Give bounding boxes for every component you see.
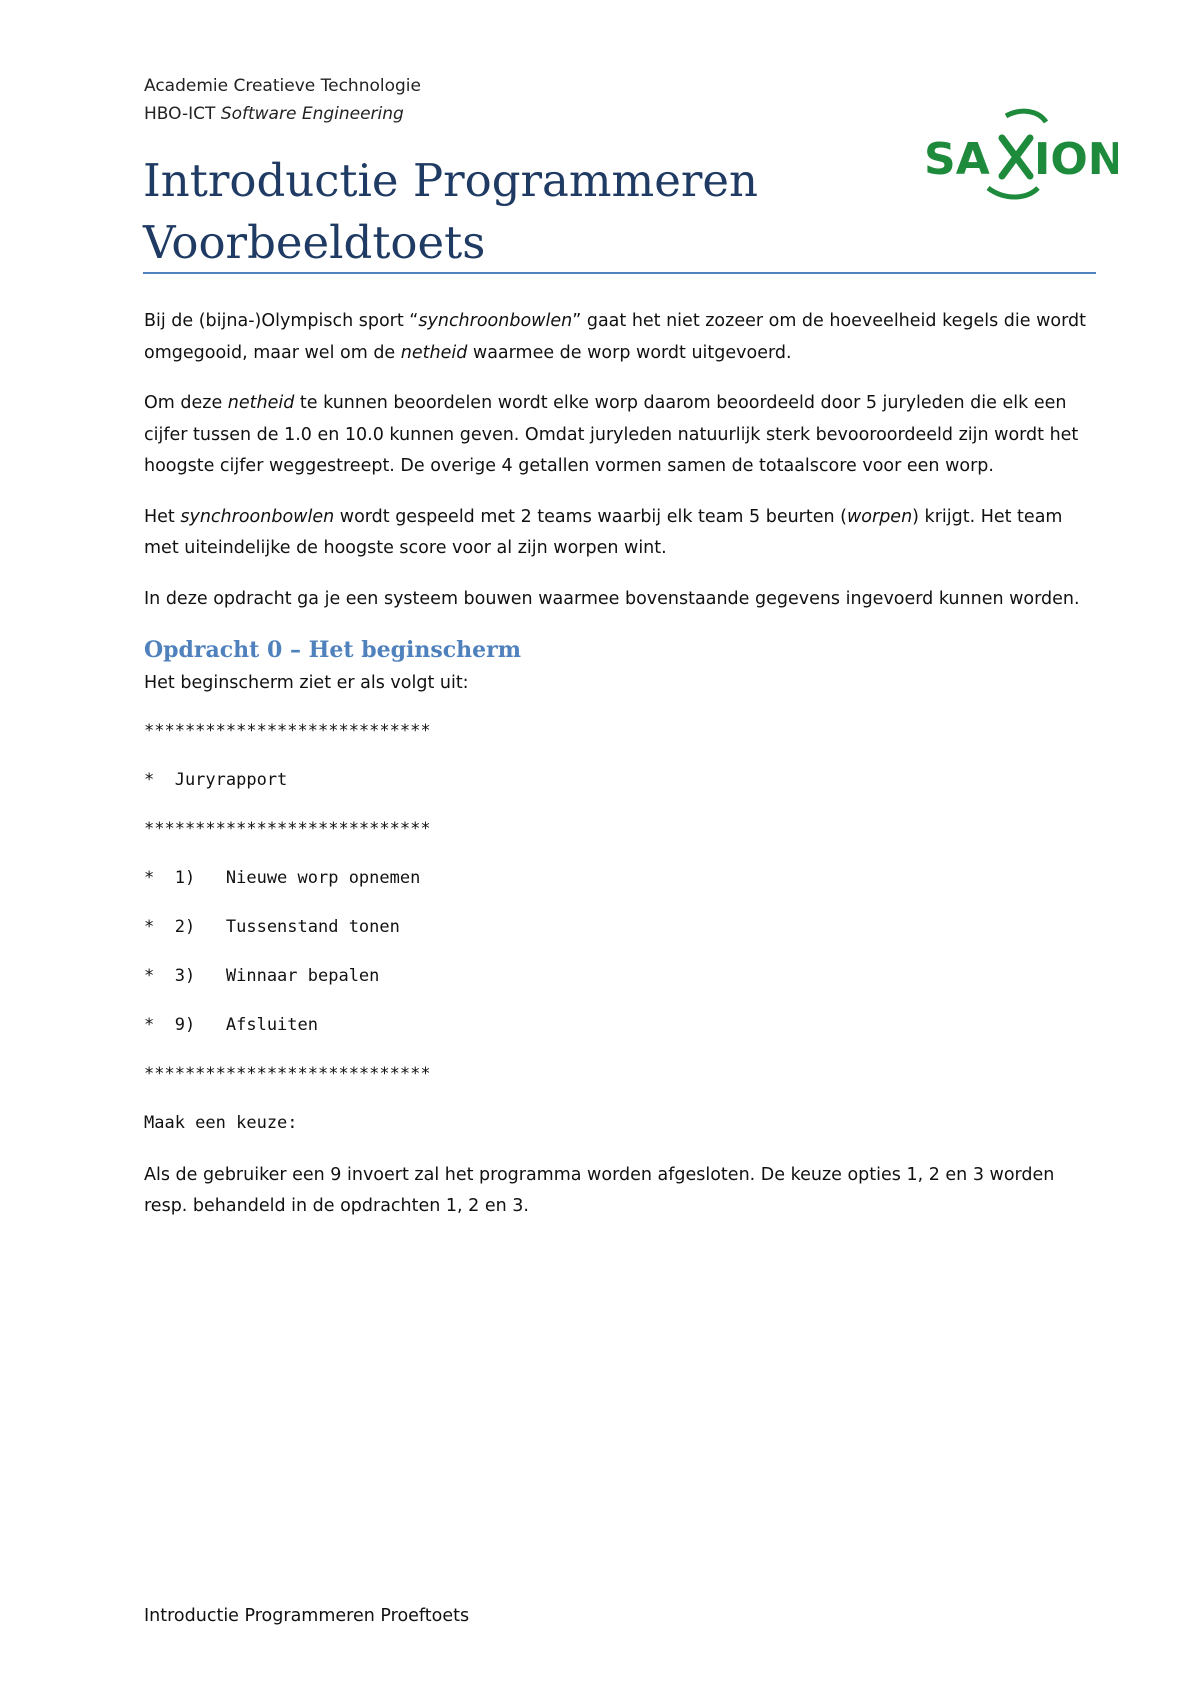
menu-prompt: Maak een keuze: (144, 1112, 298, 1133)
menu-title: * Juryrapport (144, 769, 288, 790)
page-title (143, 150, 758, 274)
section-heading: Opdracht 0 – Het beginscherm (144, 637, 521, 663)
saxion-logo (918, 104, 1118, 204)
paragraph-3: Het synchroonbowlen wordt gespeeld met 2 teams waarbij elk team 5 beurten (worpen) krijgt. Het team met uiteindelijke de hoogste score voor al zijn worpen wint. (144, 506, 1063, 558)
menu-stars-top: **************************** (144, 720, 431, 741)
section-intro: Het beginscherm ziet er als volgt uit: (144, 673, 469, 693)
menu-item-9: * 9) Afsluiten (144, 1014, 318, 1035)
document-header (144, 72, 421, 128)
paragraph-4: In deze opdracht ga je een systeem bouwen waarmee bovenstaande gegevens ingevoerd kunnen worden. (144, 588, 1080, 609)
title-line-2: Voorbeeldtoets (143, 216, 486, 269)
menu-item-1: * 1) Nieuwe worp opnemen (144, 867, 421, 888)
document-body (144, 306, 1099, 1242)
closing-paragraph: Als de gebruiker een 9 invoert zal het programma worden afgesloten. De keuze opties 1, 2 en 3 worden resp. behandeld in de opdrachten 1, 2 en 3. (144, 1164, 1055, 1216)
menu-listing (144, 719, 1099, 1135)
title-underline (143, 272, 1096, 274)
paragraph-2: Om deze netheid te kunnen beoordelen wordt elke worp daarom beoordeeld door 5 juryleden die elk een cijfer tussen de 1.0 en 10.0 kunnen geven. Omdat juryleden natuurlijk sterk bevooroordeeld zijn wordt het hoogste cijfer weggestreept. De overige 4 getallen vormen samen de totaalscore voor een worp. (144, 393, 1079, 476)
paragraph-1: Bij de (bijna-)Olympisch sport “synchroonbowlen” gaat het niet zozeer om de hoeveelheid kegels die wordt omgegooid, maar wel om de netheid waarmee de worp wordt uitgevoerd. (144, 311, 1086, 363)
logo-text-right: ION (1034, 134, 1118, 185)
title-line-1: Introductie Programmeren (143, 154, 758, 207)
program-name: HBO-ICT Software Engineering (144, 104, 404, 124)
page-footer: Introductie Programmeren Proeftoets (144, 1606, 470, 1626)
menu-stars-bottom: **************************** (144, 1063, 431, 1084)
menu-item-3: * 3) Winnaar bepalen (144, 965, 380, 986)
menu-item-2: * 2) Tussenstand tonen (144, 916, 400, 937)
logo-text-left: SA (924, 134, 990, 185)
department-name: Academie Creatieve Technologie (144, 76, 421, 96)
menu-stars-middle: **************************** (144, 818, 431, 839)
